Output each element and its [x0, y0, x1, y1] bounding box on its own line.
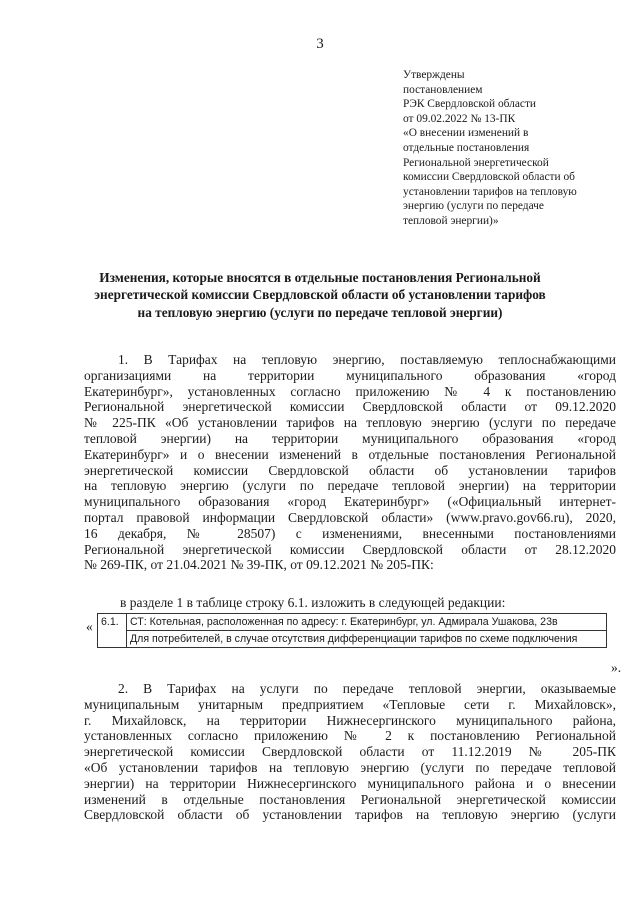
paragraph-line: № 269-ПК, от 21.04.2021 № 39-ПК, от 09.12.2021 № 205-ПК:: [84, 557, 434, 573]
paragraph-line: установленных согласно приложению № 2 к постановлению Региональной: [84, 728, 616, 744]
paragraph-line: 1. В Тарифах на тепловую энергию, поставляемую теплоснабжающими: [118, 352, 616, 367]
heading-line: энергетической комиссии Свердловской области об установлении тарифов: [94, 287, 546, 303]
approval-line: тепловой энергии)»: [403, 214, 499, 227]
row-number-cell: 6.1.: [98, 614, 127, 648]
paragraph-line: № 225-ПК «Об установлении тарифов на тепловую энергию (услуги по передаче: [84, 415, 616, 431]
paragraph-1: [84, 352, 616, 573]
paragraph-line: изменений в отдельные постановления Региональной энергетической комиссии: [84, 791, 616, 807]
paragraph-line: г. Михайловск, на территории Нижнесергинского муниципального района,: [84, 712, 616, 728]
table-row: [98, 631, 607, 648]
paragraph-line: энергетической комиссии Свердловской области об установлении тарифов: [84, 462, 616, 478]
paragraph-line: организациями на территории муниципального образования «город: [84, 367, 616, 383]
paragraph-line: Свердловской области об установлении тарифов на тепловую энергию (услуги: [84, 807, 616, 823]
table-row: [98, 614, 607, 631]
approval-line: «О внесении изменений в: [403, 127, 529, 140]
approval-line: РЭК Свердловской области: [403, 98, 537, 111]
approval-line: отдельные постановления: [403, 141, 530, 154]
paragraph-line: 16 декабря, № 28507) с изменениями, внесенными постановлениями: [84, 525, 616, 541]
approval-line: Региональной энергетической: [403, 156, 549, 169]
paragraph-line: тепловой энергии) на территории муниципального образования «город: [84, 430, 616, 446]
approval-line: от 09.02.2022 № 13-ПК: [403, 112, 516, 125]
approval-line: постановлением: [403, 83, 483, 96]
paragraph-line: Екатеринбург» и о внесении изменений в отдельные постановления Региональной: [84, 446, 616, 462]
paragraph-line: Екатеринбург», установленных согласно приложению № 4 к постановлению: [84, 383, 616, 399]
tariff-table: [97, 613, 607, 648]
approval-line: установлении тарифов на тепловую: [403, 185, 577, 198]
paragraph-line: портал правовой информации Свердловской области» (www.pravo.gov66.ru), 2020,: [84, 509, 616, 525]
paragraph-line: энергии) на территории Нижнесергинского муниципального района и о внесении: [84, 775, 616, 791]
quote-open: «: [86, 619, 93, 634]
heading-line: Изменения, которые вносятся в отдельные постановления Региональной: [99, 270, 541, 285]
paragraph-line: энергетической комиссии Свердловской области от 11.12.2019 № 205-ПК: [84, 744, 616, 760]
approval-line: энергию (услуги по передаче: [403, 200, 544, 213]
paragraph-line: муниципального образования «город Екатеринбург» («Официальный интернет-: [84, 494, 616, 510]
heading-line: на тепловую энергию (услуги по передаче тепловой энергии): [137, 304, 503, 320]
subclause-text: в разделе 1 в таблице строку 6.1. изложить в следующей редакции:: [120, 595, 506, 610]
approval-line: комиссии Свердловской области об: [403, 171, 575, 184]
row-title-cell: СТ: Котельная, расположенная по адресу: г. Екатеринбург, ул. Адмирала Ушакова, 23в: [127, 614, 607, 631]
paragraph-line: на тепловую энергию (услуги по передаче тепловой энергии) на территории: [84, 478, 616, 494]
approval-block: [403, 68, 603, 229]
paragraph-line: Региональной энергетической комиссии Свердловской области от 09.12.2020: [84, 399, 616, 415]
approval-line: Утверждены: [403, 69, 465, 81]
paragraph-line: муниципальным унитарным предприятием «Тепловые сети г. Михайловск»,: [84, 696, 616, 712]
quote-close: ».: [611, 660, 622, 675]
document-heading: [70, 269, 570, 321]
paragraph-line: «Об установлении тарифов на тепловую энергию (услуги по передаче тепловой: [84, 759, 616, 775]
row-subtitle-cell: Для потребителей, в случае отсутствия дифференциации тарифов по схеме подключения: [127, 631, 607, 648]
paragraph-line: Региональной энергетической комиссии Свердловской области от 28.12.2020: [84, 541, 616, 557]
page-number: 3: [316, 36, 324, 52]
paragraph-2: [84, 681, 616, 823]
paragraph-line: 2. В Тарифах на услуги по передаче тепловой энергии, оказываемые: [118, 681, 616, 696]
